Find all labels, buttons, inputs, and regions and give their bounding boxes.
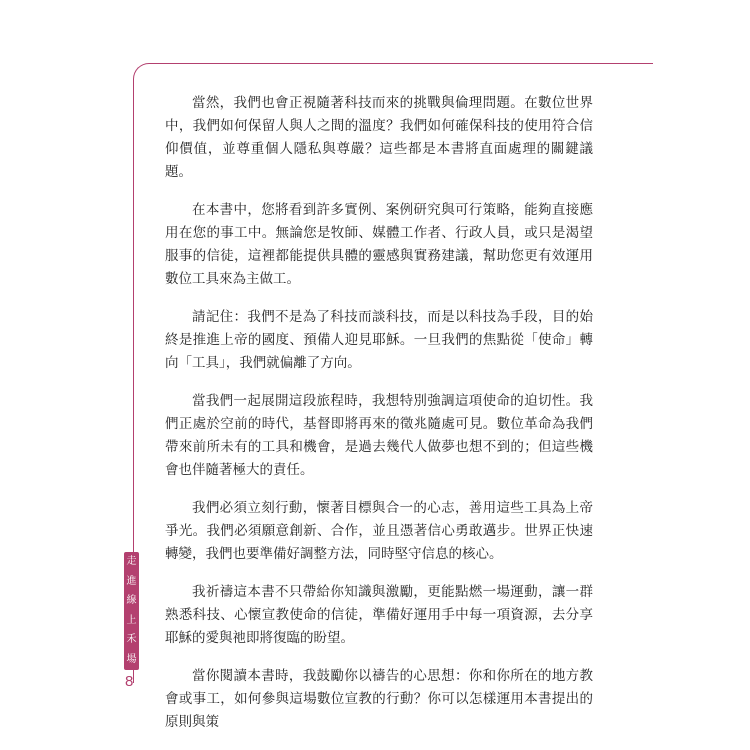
side-tab-char: 場 [126,653,137,665]
paragraph-3: 請記住：我們不是為了科技而談科技，而是以科技為手段，目的始終是推進上帝的國度、預備人迎見耶穌。一旦我們的焦點從「使命」轉向「工具」，我們就偏離了方向。 [165,309,593,371]
paragraph-6: 我祈禱這本書不只帶給你知識與激勵，更能點燃一場運動，讓一群熟悉科技、心懷宣教使命的信徒，準備好運用手中每一項資源，去分享耶穌的愛與祂即將復臨的盼望。 [165,584,593,646]
paragraph-5: 我們必須立刻行動，懷著目標與合一的心志，善用這些工具為上帝爭光。我們必須願意創新、合作，並且憑著信心勇敢邁步。世界正快速轉變，我們也要準備好調整方法，同時堅守信息的核心。 [165,500,593,562]
chapter-side-tab [124,552,139,670]
side-tab-char: 上 [126,614,137,626]
chapter-side-tab-label [124,552,139,670]
side-tab-char: 線 [126,595,137,607]
paragraph-2: 在本書中，您將看到許多實例、案例研究與可行策略，能夠直接應用在您的事工中。無論您是牧師、媒體工作者、行政人員，或只是渴望服事的信徒，這裡都能提供具體的靈感與實務建議，幫助您更有效運用數位工具來為主做工。 [165,202,593,287]
body-text [165,92,593,749]
paragraph-1: 當然，我們也會正視隨著科技而來的挑戰與倫理問題。在數位世界中，我們如何保留人與人之間的溫度？我們如何確保科技的使用符合信仰價值，並尊重個人隱私與尊嚴？這些都是本書將直面處理的關鍵議題。 [165,95,593,180]
side-tab-char: 進 [126,575,137,587]
side-tab-char: 走 [126,556,137,567]
side-tab-char: 禾 [126,634,137,646]
page-number: 8 [125,673,134,690]
paragraph-4: 當我們一起展開這段旅程時，我想特別強調這項使命的迫切性。我們正處於空前的時代，基督即將再來的徵兆隨處可見。數位革命為我們帶來前所未有的工具和機會，是過去幾代人做夢也想不到的；但這些機會也伴隨著極大的責任。 [165,393,593,478]
paragraph-7: 當你閱讀本書時，我鼓勵你以禱告的心思想：你和你所在的地方教會或事工，如何參與這場數位宣教的行動？你可以怎樣運用本書提出的原則與策 [165,668,593,730]
